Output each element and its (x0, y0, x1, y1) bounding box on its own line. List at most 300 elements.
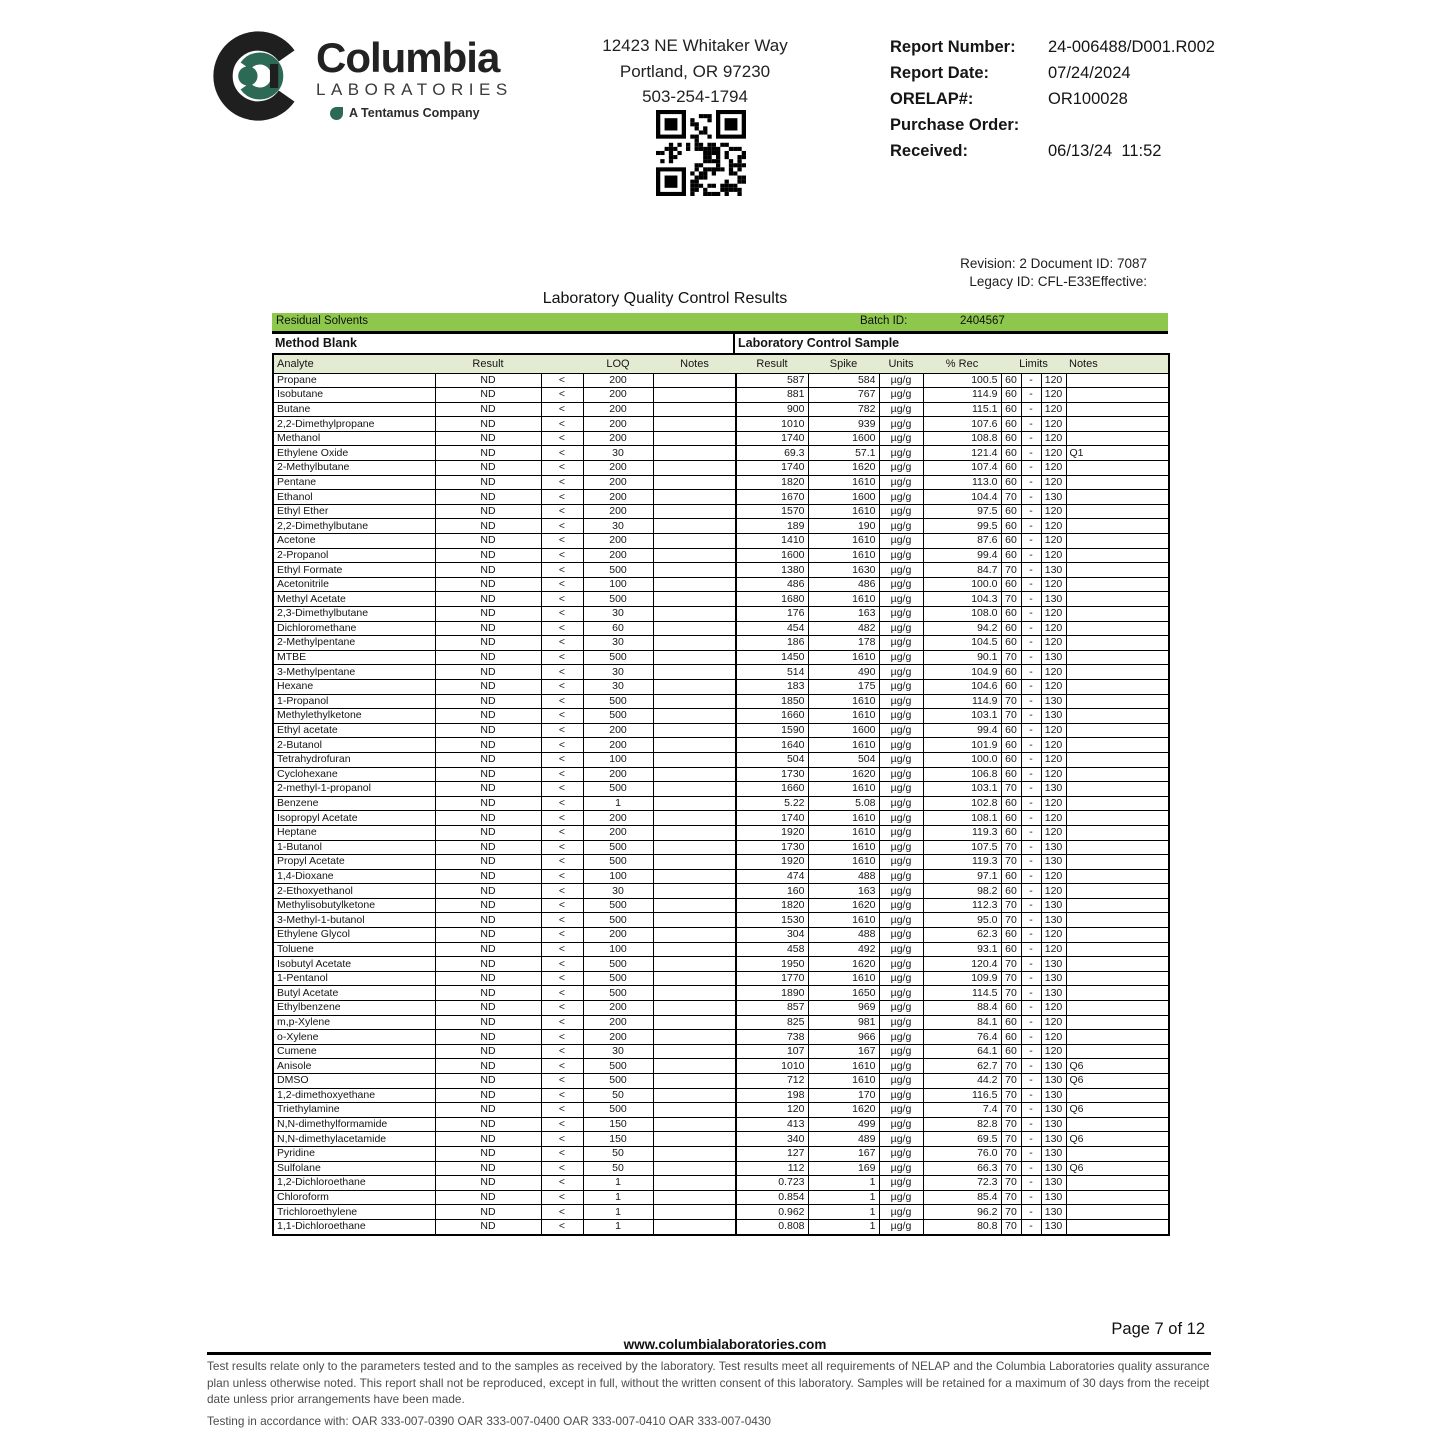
cell-mb-result: ND (435, 665, 541, 680)
cell-spike: 1 (808, 1176, 879, 1191)
cell-spike: 490 (808, 665, 879, 680)
cell-limit-low: 60 (1001, 534, 1021, 549)
cell-mb-result: ND (435, 1015, 541, 1030)
cell-lcs-result: 112 (736, 1161, 808, 1176)
cell-comparator: < (541, 1044, 583, 1059)
cell-analyte: Pyridine (273, 1146, 435, 1161)
cell-limit-low: 70 (1001, 1219, 1021, 1234)
cell-mb-notes (653, 490, 736, 505)
cell-lcs-notes (1066, 665, 1169, 680)
cell-loq: 200 (583, 417, 653, 432)
cell-mb-result: ND (435, 869, 541, 884)
table-row (273, 607, 1169, 622)
cell-units: µg/g (879, 971, 923, 986)
revision-line: Revision: 2 Document ID: 7087 (960, 256, 1147, 271)
cell-units: µg/g (879, 767, 923, 782)
cell-spike: 167 (808, 1044, 879, 1059)
cell-rec: 100.5 (923, 373, 1001, 388)
cell-mb-notes (653, 767, 736, 782)
table-row (273, 767, 1169, 782)
cell-loq: 100 (583, 577, 653, 592)
cell-mb-result: ND (435, 577, 541, 592)
cell-analyte: Tetrahydrofuran (273, 752, 435, 767)
cell-lcs-result: 186 (736, 636, 808, 651)
cell-limit-dash: - (1021, 1001, 1041, 1016)
cell-limit-high: 130 (1041, 782, 1066, 797)
cell-units: µg/g (879, 1015, 923, 1030)
cell-analyte: Benzene (273, 796, 435, 811)
cell-lcs-result: 1010 (736, 417, 808, 432)
cell-lcs-result: 1820 (736, 898, 808, 913)
cell-mb-result: ND (435, 855, 541, 870)
brand-subtitle: LABORATORIES (316, 80, 513, 99)
cell-analyte: MTBE (273, 650, 435, 665)
cell-units: µg/g (879, 563, 923, 578)
cell-limit-dash: - (1021, 1205, 1041, 1220)
cell-lcs-notes (1066, 694, 1169, 709)
cell-analyte: Ethanol (273, 490, 435, 505)
cell-mb-result: ND (435, 563, 541, 578)
cell-comparator: < (541, 461, 583, 476)
address-line-2: Portland, OR 97230 (619, 61, 771, 81)
cell-lcs-result: 183 (736, 679, 808, 694)
cell-mb-notes (653, 1001, 736, 1016)
cell-limit-high: 120 (1041, 942, 1066, 957)
cell-mb-result: ND (435, 607, 541, 622)
cell-mb-notes (653, 796, 736, 811)
cell-limit-low: 70 (1001, 1176, 1021, 1191)
cell-mb-notes (653, 898, 736, 913)
table-row (273, 548, 1169, 563)
cell-units: µg/g (879, 650, 923, 665)
cell-lcs-result: 1730 (736, 840, 808, 855)
cell-limit-dash: - (1021, 709, 1041, 724)
cell-spike: 767 (808, 388, 879, 403)
qr-code-icon (656, 110, 746, 196)
cell-lcs-result: 504 (736, 752, 808, 767)
table-row (273, 1161, 1169, 1176)
cell-mb-result: ND (435, 986, 541, 1001)
cell-spike: 492 (808, 942, 879, 957)
cell-limit-low: 70 (1001, 694, 1021, 709)
cell-comparator: < (541, 752, 583, 767)
cell-limit-dash: - (1021, 373, 1041, 388)
report-field (890, 38, 1235, 57)
cell-mb-result: ND (435, 650, 541, 665)
cell-spike: 489 (808, 1132, 879, 1147)
cell-spike: 1650 (808, 986, 879, 1001)
cell-limit-dash: - (1021, 752, 1041, 767)
cell-loq: 50 (583, 1146, 653, 1161)
cell-comparator: < (541, 1059, 583, 1074)
cell-mb-result: ND (435, 942, 541, 957)
cell-mb-notes (653, 986, 736, 1001)
cell-limit-dash: - (1021, 1059, 1041, 1074)
table-row (273, 694, 1169, 709)
cell-limit-low: 60 (1001, 461, 1021, 476)
cell-limit-dash: - (1021, 1132, 1041, 1147)
section-name: Residual Solvents (276, 315, 369, 327)
cell-lcs-result: 0.854 (736, 1190, 808, 1205)
cell-mb-notes (653, 884, 736, 899)
cell-limit-low: 60 (1001, 796, 1021, 811)
cell-units: µg/g (879, 1146, 923, 1161)
cell-loq: 500 (583, 1074, 653, 1089)
table-row (273, 928, 1169, 943)
cell-analyte: Dichloromethane (273, 621, 435, 636)
cell-limit-high: 130 (1041, 1176, 1066, 1191)
cell-limit-dash: - (1021, 986, 1041, 1001)
col-spike: Spike (808, 354, 879, 373)
cell-analyte: o-Xylene (273, 1030, 435, 1045)
cell-limit-high: 120 (1041, 519, 1066, 534)
cell-spike: 1610 (808, 738, 879, 753)
cell-loq: 50 (583, 1161, 653, 1176)
cell-mb-notes (653, 723, 736, 738)
table-row (273, 782, 1169, 797)
cell-lcs-result: 413 (736, 1117, 808, 1132)
table-row (273, 490, 1169, 505)
cell-mb-notes (653, 1132, 736, 1147)
cell-analyte: Acetone (273, 534, 435, 549)
cell-mb-notes (653, 665, 736, 680)
table-row (273, 986, 1169, 1001)
cell-limit-high: 120 (1041, 636, 1066, 651)
cell-spike: 1 (808, 1205, 879, 1220)
cell-limit-dash: - (1021, 1190, 1041, 1205)
cell-limit-high: 130 (1041, 855, 1066, 870)
cell-lcs-result: 0.808 (736, 1219, 808, 1234)
cell-units: µg/g (879, 417, 923, 432)
cell-loq: 200 (583, 1030, 653, 1045)
cell-units: µg/g (879, 825, 923, 840)
cell-limit-dash: - (1021, 723, 1041, 738)
cell-mb-result: ND (435, 388, 541, 403)
cell-loq: 500 (583, 840, 653, 855)
cell-lcs-result: 1590 (736, 723, 808, 738)
col-analyte: Analyte (273, 354, 435, 373)
cell-mb-result: ND (435, 519, 541, 534)
cell-mb-result: ND (435, 840, 541, 855)
cell-analyte: Butyl Acetate (273, 986, 435, 1001)
cell-units: µg/g (879, 1044, 923, 1059)
cell-mb-notes (653, 417, 736, 432)
cell-loq: 200 (583, 548, 653, 563)
cell-comparator: < (541, 679, 583, 694)
cell-limit-low: 70 (1001, 1074, 1021, 1089)
cell-rec: 69.5 (923, 1132, 1001, 1147)
cell-analyte: m,p-Xylene (273, 1015, 435, 1030)
col-lcs-notes: Notes (1066, 354, 1169, 373)
cell-mb-result: ND (435, 1059, 541, 1074)
batch-id-label: Batch ID: (860, 315, 908, 327)
cell-units: µg/g (879, 607, 923, 622)
cell-mb-notes (653, 782, 736, 797)
cell-comparator: < (541, 636, 583, 651)
cell-mb-result: ND (435, 373, 541, 388)
cell-lcs-result: 1850 (736, 694, 808, 709)
cell-rec: 76.4 (923, 1030, 1001, 1045)
cell-limit-dash: - (1021, 1117, 1041, 1132)
cell-units: µg/g (879, 1001, 923, 1016)
group-method-blank: Method Blank (272, 334, 735, 353)
cell-lcs-notes (1066, 942, 1169, 957)
cell-limit-high: 120 (1041, 1001, 1066, 1016)
results-table (272, 353, 1170, 1236)
cell-rec: 84.7 (923, 563, 1001, 578)
cell-lcs-notes (1066, 928, 1169, 943)
cell-limit-high: 120 (1041, 752, 1066, 767)
cell-rec: 104.4 (923, 490, 1001, 505)
cell-loq: 100 (583, 869, 653, 884)
cell-lcs-notes (1066, 548, 1169, 563)
cell-rec: 114.9 (923, 388, 1001, 403)
cell-rec: 115.1 (923, 402, 1001, 417)
cell-limit-low: 70 (1001, 1059, 1021, 1074)
cell-lcs-notes (1066, 723, 1169, 738)
cell-lcs-result: 160 (736, 884, 808, 899)
cell-mb-notes (653, 709, 736, 724)
logo-mark-icon (210, 30, 306, 122)
cell-limit-high: 120 (1041, 621, 1066, 636)
cell-lcs-notes (1066, 461, 1169, 476)
cell-rec: 107.6 (923, 417, 1001, 432)
cell-limit-low: 70 (1001, 592, 1021, 607)
cell-limit-dash: - (1021, 519, 1041, 534)
cell-mb-result: ND (435, 752, 541, 767)
cell-limit-low: 60 (1001, 723, 1021, 738)
cell-comparator: < (541, 898, 583, 913)
cell-comparator: < (541, 1161, 583, 1176)
cell-comparator: < (541, 811, 583, 826)
cell-rec: 114.5 (923, 986, 1001, 1001)
cell-lcs-result: 514 (736, 665, 808, 680)
cell-limit-dash: - (1021, 971, 1041, 986)
cell-rec: 62.3 (923, 928, 1001, 943)
cell-limit-high: 120 (1041, 738, 1066, 753)
cell-mb-notes (653, 869, 736, 884)
cell-mb-result: ND (435, 490, 541, 505)
cell-lcs-notes (1066, 504, 1169, 519)
table-row (273, 665, 1169, 680)
cell-spike: 499 (808, 1117, 879, 1132)
cell-loq: 200 (583, 1015, 653, 1030)
cell-comparator: < (541, 490, 583, 505)
cell-loq: 200 (583, 388, 653, 403)
cell-mb-result: ND (435, 796, 541, 811)
table-row (273, 1088, 1169, 1103)
table-row (273, 1074, 1169, 1089)
cell-units: µg/g (879, 1219, 923, 1234)
cell-limit-low: 70 (1001, 1103, 1021, 1118)
table-row (273, 840, 1169, 855)
cell-loq: 200 (583, 534, 653, 549)
cell-mb-result: ND (435, 461, 541, 476)
cell-mb-result: ND (435, 1219, 541, 1234)
cell-analyte: Propane (273, 373, 435, 388)
cell-spike: 1630 (808, 563, 879, 578)
cell-mb-result: ND (435, 1176, 541, 1191)
cell-comparator: < (541, 665, 583, 680)
cell-lcs-notes (1066, 825, 1169, 840)
cell-limit-high: 120 (1041, 417, 1066, 432)
cell-loq: 30 (583, 519, 653, 534)
cell-rec: 44.2 (923, 1074, 1001, 1089)
cell-units: µg/g (879, 548, 923, 563)
cell-mb-notes (653, 1176, 736, 1191)
table-row (273, 811, 1169, 826)
cell-units: µg/g (879, 957, 923, 972)
cell-units: µg/g (879, 928, 923, 943)
cell-rec: 112.3 (923, 898, 1001, 913)
cell-lcs-notes (1066, 417, 1169, 432)
cell-lcs-result: 1640 (736, 738, 808, 753)
cell-lcs-notes (1066, 1176, 1169, 1191)
cell-rec: 76.0 (923, 1146, 1001, 1161)
cell-mb-result: ND (435, 694, 541, 709)
cell-limit-dash: - (1021, 679, 1041, 694)
cell-comparator: < (541, 446, 583, 461)
cell-limit-low: 70 (1001, 957, 1021, 972)
table-group-header (272, 331, 1168, 353)
cell-limit-low: 70 (1001, 986, 1021, 1001)
report-field-value: 07/24/2024 (1048, 64, 1131, 82)
cell-loq: 500 (583, 563, 653, 578)
cell-limit-dash: - (1021, 636, 1041, 651)
cell-mb-notes (653, 1044, 736, 1059)
cell-limit-low: 60 (1001, 519, 1021, 534)
cell-limit-high: 120 (1041, 1030, 1066, 1045)
cell-comparator: < (541, 1132, 583, 1147)
cell-mb-notes (653, 402, 736, 417)
cell-mb-notes (653, 621, 736, 636)
cell-comparator: < (541, 373, 583, 388)
cell-loq: 30 (583, 1044, 653, 1059)
cell-units: µg/g (879, 577, 923, 592)
cell-analyte: DMSO (273, 1074, 435, 1089)
cell-analyte: 2-methyl-1-propanol (273, 782, 435, 797)
cell-loq: 500 (583, 694, 653, 709)
cell-mb-result: ND (435, 971, 541, 986)
table-row (273, 1103, 1169, 1118)
cell-limit-low: 60 (1001, 548, 1021, 563)
cell-mb-notes (653, 519, 736, 534)
cell-comparator: < (541, 548, 583, 563)
cell-lcs-notes (1066, 1205, 1169, 1220)
cell-limit-low: 60 (1001, 607, 1021, 622)
cell-lcs-result: 1820 (736, 475, 808, 490)
cell-loq: 1 (583, 1176, 653, 1191)
cell-comparator: < (541, 563, 583, 578)
cell-limit-high: 130 (1041, 1103, 1066, 1118)
cell-comparator: < (541, 592, 583, 607)
cell-units: µg/g (879, 1103, 923, 1118)
cell-loq: 200 (583, 461, 653, 476)
cell-lcs-notes: Q6 (1066, 1074, 1169, 1089)
cell-loq: 500 (583, 971, 653, 986)
cell-limit-dash: - (1021, 563, 1041, 578)
page-title: Laboratory Quality Control Results (542, 290, 788, 307)
cell-limit-low: 70 (1001, 490, 1021, 505)
cell-lcs-result: 127 (736, 1146, 808, 1161)
cell-comparator: < (541, 1205, 583, 1220)
document-meta (847, 255, 1147, 290)
cell-limit-low: 60 (1001, 504, 1021, 519)
cell-limit-low: 60 (1001, 1015, 1021, 1030)
table-row (273, 1001, 1169, 1016)
cell-comparator: < (541, 1103, 583, 1118)
cell-limit-dash: - (1021, 504, 1041, 519)
cell-units: µg/g (879, 402, 923, 417)
cell-analyte: Hexane (273, 679, 435, 694)
cell-limit-high: 130 (1041, 1205, 1066, 1220)
cell-rec: 94.2 (923, 621, 1001, 636)
footer-disclaimer (207, 1358, 1212, 1429)
cell-limit-dash: - (1021, 782, 1041, 797)
cell-lcs-result: 1530 (736, 913, 808, 928)
cell-spike: 190 (808, 519, 879, 534)
cell-limit-low: 60 (1001, 738, 1021, 753)
cell-limit-low: 60 (1001, 942, 1021, 957)
table-row (273, 796, 1169, 811)
cell-loq: 30 (583, 446, 653, 461)
cell-lcs-result: 120 (736, 1103, 808, 1118)
cell-limit-low: 70 (1001, 563, 1021, 578)
cell-limit-low: 70 (1001, 650, 1021, 665)
cell-units: µg/g (879, 592, 923, 607)
cell-lcs-result: 0.962 (736, 1205, 808, 1220)
cell-limit-dash: - (1021, 1219, 1041, 1234)
cell-limit-high: 130 (1041, 592, 1066, 607)
cell-comparator: < (541, 928, 583, 943)
cell-mb-notes (653, 928, 736, 943)
cell-loq: 200 (583, 928, 653, 943)
cell-lcs-notes (1066, 607, 1169, 622)
cell-units: µg/g (879, 504, 923, 519)
cell-comparator: < (541, 782, 583, 797)
cell-analyte: 3-Methyl-1-butanol (273, 913, 435, 928)
cell-limit-high: 120 (1041, 928, 1066, 943)
cell-comparator: < (541, 504, 583, 519)
table-row (273, 1146, 1169, 1161)
cell-units: µg/g (879, 1117, 923, 1132)
report-field (890, 142, 1235, 161)
cell-units: µg/g (879, 723, 923, 738)
cell-units: µg/g (879, 665, 923, 680)
cell-limit-low: 60 (1001, 373, 1021, 388)
cell-mb-result: ND (435, 534, 541, 549)
cell-limit-dash: - (1021, 534, 1041, 549)
cell-mb-notes (653, 373, 736, 388)
cell-rec: 87.6 (923, 534, 1001, 549)
table-row (273, 1030, 1169, 1045)
cell-limit-high: 130 (1041, 1161, 1066, 1176)
cell-mb-notes (653, 577, 736, 592)
cell-limit-low: 60 (1001, 884, 1021, 899)
cell-lcs-result: 1890 (736, 986, 808, 1001)
table-row (273, 1059, 1169, 1074)
cell-limit-dash: - (1021, 1030, 1041, 1045)
cell-mb-result: ND (435, 1146, 541, 1161)
cell-limit-high: 120 (1041, 811, 1066, 826)
cell-limit-low: 60 (1001, 665, 1021, 680)
cell-loq: 30 (583, 636, 653, 651)
cell-loq: 200 (583, 1001, 653, 1016)
cell-mb-result: ND (435, 592, 541, 607)
cell-analyte: Sulfolane (273, 1161, 435, 1176)
cell-mb-notes (653, 957, 736, 972)
table-row (273, 534, 1169, 549)
